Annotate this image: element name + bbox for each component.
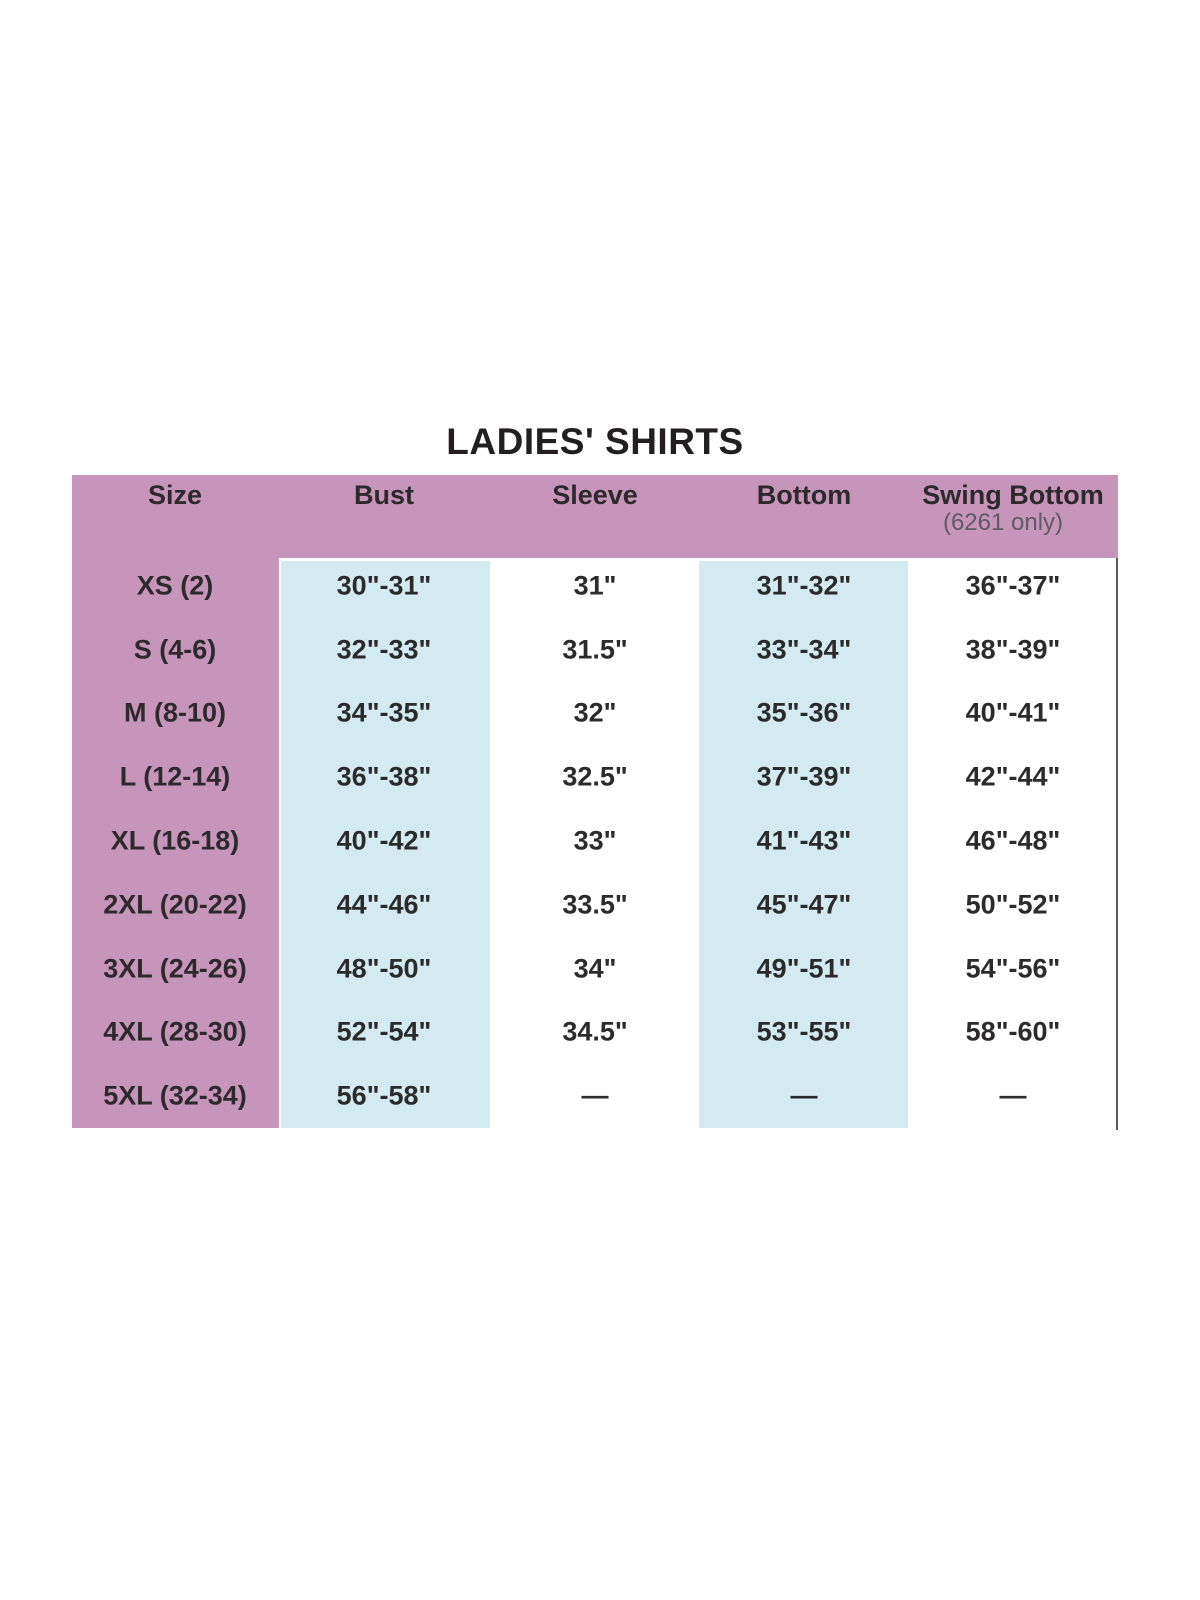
row-size-label: L (12-14): [119, 761, 231, 792]
row-size-label: S (4-6): [133, 634, 217, 665]
row-size-label: XL (16-18): [110, 825, 240, 856]
cell-bottom: 45"-47": [756, 889, 852, 920]
cell-sleeve: 33": [573, 825, 617, 856]
cell-bust: 52"-54": [336, 1016, 432, 1047]
cell-sleeve: 31.5": [562, 634, 628, 665]
table-row: [0, 1001, 1200, 1065]
cell-bottom: 35"-36": [756, 697, 852, 728]
cell-bust: 40"-42": [336, 825, 432, 856]
cell-bottom: 53"-55": [756, 1016, 852, 1047]
cell-swing: 54"-56": [965, 953, 1061, 984]
cell-bust: 30"-31": [336, 570, 432, 601]
column-header-sleeve: Sleeve: [552, 480, 638, 510]
column-header-swing-bottom: Swing Bottom: [922, 480, 1104, 510]
table-row: [0, 618, 1200, 682]
cell-swing: 42"-44": [965, 761, 1061, 792]
cell-swing: 38"-39": [965, 634, 1061, 665]
cell-swing: 58"-60": [965, 1016, 1061, 1047]
cell-bust: 32"-33": [336, 634, 432, 665]
cell-sleeve: 32.5": [562, 761, 628, 792]
cell-sleeve: —: [581, 1080, 609, 1111]
cell-swing: —: [999, 1080, 1027, 1111]
column-header-bust: Bust: [354, 480, 414, 510]
cell-sleeve: 34.5": [562, 1016, 628, 1047]
cell-sleeve: 31": [573, 570, 617, 601]
page-title: LADIES' SHIRTS: [446, 421, 744, 462]
cell-bottom: —: [790, 1080, 818, 1111]
column-header-bottom: Bottom: [756, 480, 852, 510]
table-row: [0, 809, 1200, 873]
row-size-label: 5XL (32-34): [103, 1080, 247, 1111]
row-size-label: XS (2): [136, 570, 214, 601]
table-row: [0, 745, 1200, 809]
cell-sleeve: 33.5": [562, 889, 628, 920]
table-row: [0, 1064, 1200, 1128]
row-size-label: 2XL (20-22): [103, 889, 247, 920]
table-row: [0, 937, 1200, 1001]
cell-bust: 36"-38": [336, 761, 432, 792]
row-size-label: 4XL (28-30): [103, 1016, 247, 1047]
cell-sleeve: 32": [573, 697, 617, 728]
cell-sleeve: 34": [573, 953, 617, 984]
cell-bottom: 41"-43": [756, 825, 852, 856]
cell-swing: 46"-48": [965, 825, 1061, 856]
row-size-label: M (8-10): [123, 697, 226, 728]
cell-bust: 34"-35": [336, 697, 432, 728]
swing-bottom-note: (6261 only): [942, 509, 1064, 536]
table-rows: [0, 554, 1200, 1128]
column-header-size: Size: [147, 480, 203, 510]
cell-bust: 56"-58": [336, 1080, 432, 1111]
cell-bust: 44"-46": [336, 889, 432, 920]
cell-bottom: 33"-34": [756, 634, 852, 665]
table-row: [0, 554, 1200, 618]
row-size-label: 3XL (24-26): [103, 953, 247, 984]
cell-swing: 50"-52": [965, 889, 1061, 920]
table-row: [0, 682, 1200, 746]
cell-bottom: 49"-51": [756, 953, 852, 984]
cell-bottom: 37"-39": [756, 761, 852, 792]
cell-swing: 40"-41": [965, 697, 1061, 728]
table-row: [0, 873, 1200, 937]
cell-bust: 48"-50": [336, 953, 432, 984]
cell-bottom: 31"-32": [756, 570, 852, 601]
cell-swing: 36"-37": [965, 570, 1061, 601]
